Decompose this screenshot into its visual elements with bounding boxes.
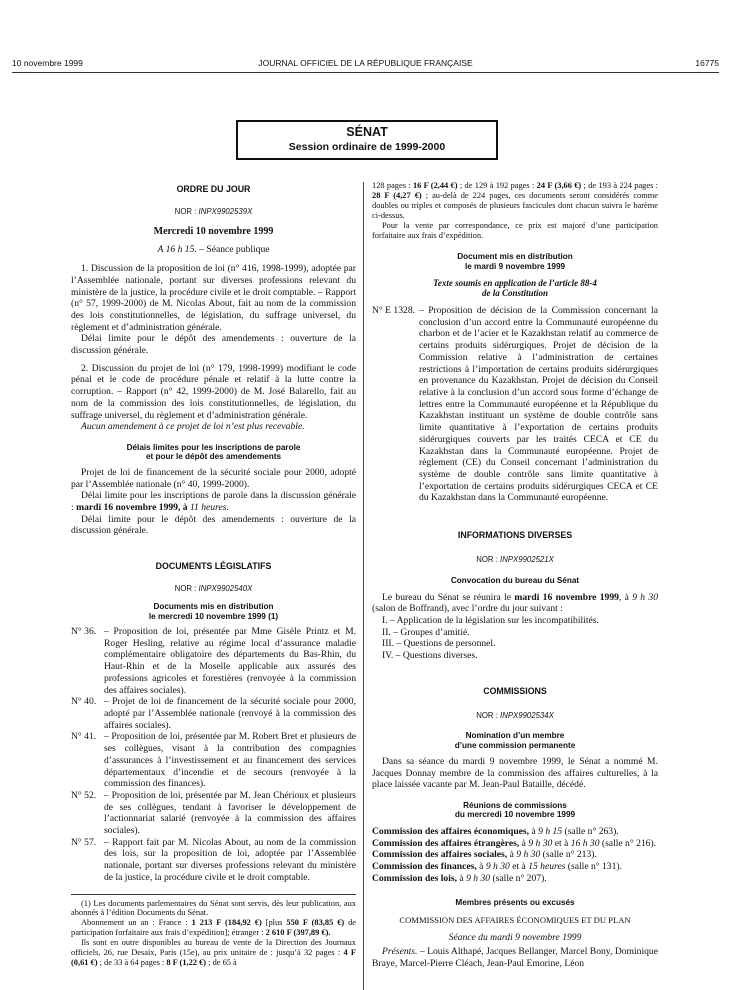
documents-list — [71, 626, 356, 883]
session-title: Session ordinaire de 1999-2000 — [288, 141, 446, 154]
ordre-date: Mercredi 10 novembre 1999 — [153, 226, 274, 238]
comm-nor: NOR : INPX9902534X — [476, 710, 554, 720]
right-column — [372, 181, 658, 969]
document-item: N° 52. – Proposition de loi, présentée par M. Jean Chérioux et plusieurs de ses collègues, tendant à favoriser le développement de l’actionnariat salarié (renvoyée à la commission des affaires sociales). — [71, 789, 356, 837]
convocation-list — [372, 615, 658, 662]
document-item: N° 40. – Projet de loi de financement de la sécurité sociale pour 2000, adopté par l’Assemblée nationale (renvoyé à la commission des affaires sociales). — [71, 696, 356, 731]
agenda-item-2: 2. Discussion du projet de loi (n° 179, 1998-1999) modifiant le code pénal et le code de procédure pénale et relatif à la lutte contre la corruption. – Rapport (n° 42, 1999-2000) de M. José Balarello, fait au nom de la commission des lois constitutionnelles, de législation, du suffrage universel, du règlement et d’administration générale. — [71, 362, 356, 421]
seance-date: Séance du mardi 9 novembre 1999 — [448, 932, 582, 944]
delais-p1: Projet de loi de financement de la sécurité sociale pour 2000, adopté par l’Assemblée nationale (n° 40, 1999-2000). — [71, 466, 356, 490]
convocation-heading: Convocation du bureau du Sénat — [450, 576, 580, 586]
header-rule — [12, 72, 719, 73]
footnotes — [71, 899, 356, 968]
reunion-item: Commission des affaires économiques, à 9 h 15 (salle n° 263). — [372, 825, 619, 837]
nomination-heading: Nomination d’un membre d’une commission permanente — [454, 731, 576, 750]
senat-title: SÉNAT — [346, 125, 388, 139]
prix-cont-p2: Pour la vente par correspondance, ce prix est majoré d’une participation forfaitaire aux frais d’expédition. — [372, 220, 658, 240]
journal-title: JOURNAL OFFICIEL DE LA RÉPUBLIQUE FRANÇAISE — [258, 58, 473, 68]
docs-nor: NOR : INPX9902540X — [174, 583, 253, 593]
footnote-rule — [71, 894, 356, 895]
delais-p3: Délai limite pour le dépôt des amendements : ouverture de la discussion générale. — [71, 513, 356, 537]
info-nor: NOR : INPX9902521X — [476, 554, 554, 564]
commissions-heading: COMMISSIONS — [483, 685, 547, 696]
presents-text: Présents. – Louis Althapé, Jacques Bellanger, Marcel Bony, Dominique Braye, Marcel-Pierre Cléach, Jean-Paul Emorine, Léon — [372, 946, 658, 969]
ordre-nor: NOR : INPX9902539X — [174, 206, 253, 216]
left-column — [71, 182, 356, 968]
ordre-du-jour-heading: ORDRE DU JOUR — [176, 184, 251, 194]
reunion-item: Commission des finances, à 9 h 30 et à 15 heures (salle n° 131). — [372, 861, 622, 872]
convocation-item: II. – Groupes d’amitié. — [382, 626, 470, 638]
membres-commission: COMMISSION DES AFFAIRES ÉCONOMIQUES ET DU PLAN — [399, 914, 631, 925]
document-item: N° 36. – Proposition de loi, présentée par Mme Gisèle Printz et M. Roger Hesling, relative au régime local d’assurance maladie complémentaire obligatoire des départements du Bas-Rhin, du Haut-Rhin et de la Moselle applicable aux assurés des professions agricoles et forestières (renvoyée à la commission des affaires sociales). — [71, 626, 356, 696]
reunions-heading: Réunions de commissions du mercredi 10 novembre 1999 — [454, 801, 576, 820]
convocation-text: Le bureau du Sénat se réunira le mardi 16 novembre 1999, à 9 h 30 (salon de Boffrand), avec l’ordre du jour suivant : — [372, 591, 658, 615]
texte-soumis-heading: Texte soumis en application de l’article 88-4 de la Constitution — [433, 278, 597, 299]
agenda-item-1: 1. Discussion de la proposition de loi (n° 416, 1998-1999), adoptée par l’Assemblée nationale, portant sur diverses professions relevant du ministère de la justice, la procédure civile et le droit comptable. – Rapport (n° 57, 1999-2000) de M. Nicolas About, fait au nom de la commission des lois constitutionnelles, de législation, du suffrage universel, du règlement et d’administration générale. — [71, 263, 356, 333]
nomination-text: Dans sa séance du mardi 9 novembre 1999, le Sénat a nommé M. Jacques Donnay membre de la commission des affaires culturelles, à la place laissée vacante par M. Jean-Paul Bataille, décédé. — [372, 755, 658, 791]
footnote-prix: Ils sont en outre disponibles au bureau de vente de la Direction des Journaux officiels, 26, rue Desaix, Paris (15e), au prix unitaire de : jusqu’à 32 pages : 4 F (0,61 €) ; de 33 à 64 pages : 8 F (1,22 €) ; de 65 à — [71, 938, 356, 967]
header-date: 10 novembre 1999 — [12, 58, 83, 68]
reunions-list — [372, 826, 658, 885]
delais-heading: Délais limites pour les inscriptions de parole et pour le dépôt des amendements — [126, 442, 301, 462]
prix-cont-p1: 128 pages : 16 F (2,44 €) ; de 129 à 192 pages : 24 F (3,66 €) ; de 193 à 224 pages : 28 F (4,27 €) ; au-delà de 224 pages, ces documents seront considérés comme doubles ou triples et composés de plusieurs fascicules dont chacun suivra le barème ci-dessus. — [372, 181, 658, 220]
delais-p2: Délai limite pour les inscriptions de parole dans la discussion générale : mardi 16 novembre 1999, à 11 heures. — [71, 490, 356, 513]
column-divider — [363, 182, 364, 990]
reunion-item: Commission des lois, à 9 h 30 (salle n° 207). — [372, 872, 547, 884]
document-item: N° 57. – Rapport fait par M. Nicolas About, au nom de la commission des lois, sur la proposition de loi, adoptée par l’Assemblée nationale, portant sur diverses professions relevant du ministère de la justice, la procédure civile et le droit comptable. — [71, 836, 356, 883]
document-item: N° 41. – Proposition de loi, présentée par M. Robert Bret et plusieurs de ses collègues, visant à la contribution des compagnies d’assurances à l’investissement et au financement des services départementaux d’incendie et de secours (renvoyée à la commission des finances). — [71, 731, 356, 790]
docs-distribution-heading: Documents mis en distribution le mercredi 10 novembre 1999 (1) — [148, 602, 279, 621]
prix-continuation — [372, 181, 658, 240]
agenda-item-2-note: Aucun amendement à ce projet de loi n’est plus recevable. — [81, 421, 305, 433]
membres-heading: Membres présents ou excusés — [455, 898, 575, 908]
reunion-item: Commission des affaires étrangères, à 9 h 30 et à 16 h 30 (salle n° 216). — [372, 837, 657, 849]
footnote-1: (1) Les documents parlementaires du Sénat sont servis, dès leur publication, aux abonnés à l’édition Documents du Sénat. — [71, 898, 356, 918]
convocation-item: IV. – Questions diverses. — [382, 650, 478, 662]
reunion-item: Commission des affaires sociales, à 9 h 30 (salle n° 213). — [372, 849, 597, 861]
distribution-heading: Document mis en distribution le mardi 9 novembre 1999 — [457, 252, 573, 271]
convocation-item: I. – Application de la législation sur les incompatibilités. — [382, 615, 599, 627]
seance-line: A 16 h 15. – Séance publique — [157, 244, 270, 256]
page-number: 16775 — [695, 58, 719, 68]
documents-legislatifs-heading: DOCUMENTS LÉGISLATIFS — [155, 561, 272, 572]
document-e1328: N° E 1328. – Proposition de décision de la Commission concernant la conclusion d’un accord entre la Communauté européenne du charbon et de l’acier et le Kazakhstan relatif au commerce de certains produits sidérurgiques. Projet de décision de la Commission relative à l’administration de certaines restrictions à l’importation de certains produits sidérurgiques en provenance du Kazakhstan. Projet de décision du Conseil relative à la conclusion d’un accord sous forme d’échange de lettres entre la Communauté européenne et la République du Kazakhstan instituant un système de double contrôle sans limite quantitative à l’exportation de certains produits sidérurgiques couverts par les traités CECA et CE du Kazakhstan dans la Communauté européenne. Projet de règlement (CE) du Conseil concernant l’administration du système de double contrôle sans limite quantitative à l’exportation de certains produits sidérurgiques CECA et CE du Kazakhstan dans la Communauté européenne. — [372, 305, 658, 504]
convocation-item: III. – Questions de personnel. — [382, 638, 496, 650]
senat-title-box — [236, 120, 498, 160]
footnote-abonnement: Abonnement un an : France : 1 213 F (184,92 €) [plus 550 F (83,85 €) de participation forfaitaire aux frais d’expédition]; étranger : 2 610 F (397,89 €). — [71, 918, 357, 938]
agenda-item-1-delai: Délai limite pour le dépôt des amendements : ouverture de la discussion générale. — [71, 333, 356, 357]
informations-diverses-heading: INFORMATIONS DIVERSES — [457, 530, 573, 541]
